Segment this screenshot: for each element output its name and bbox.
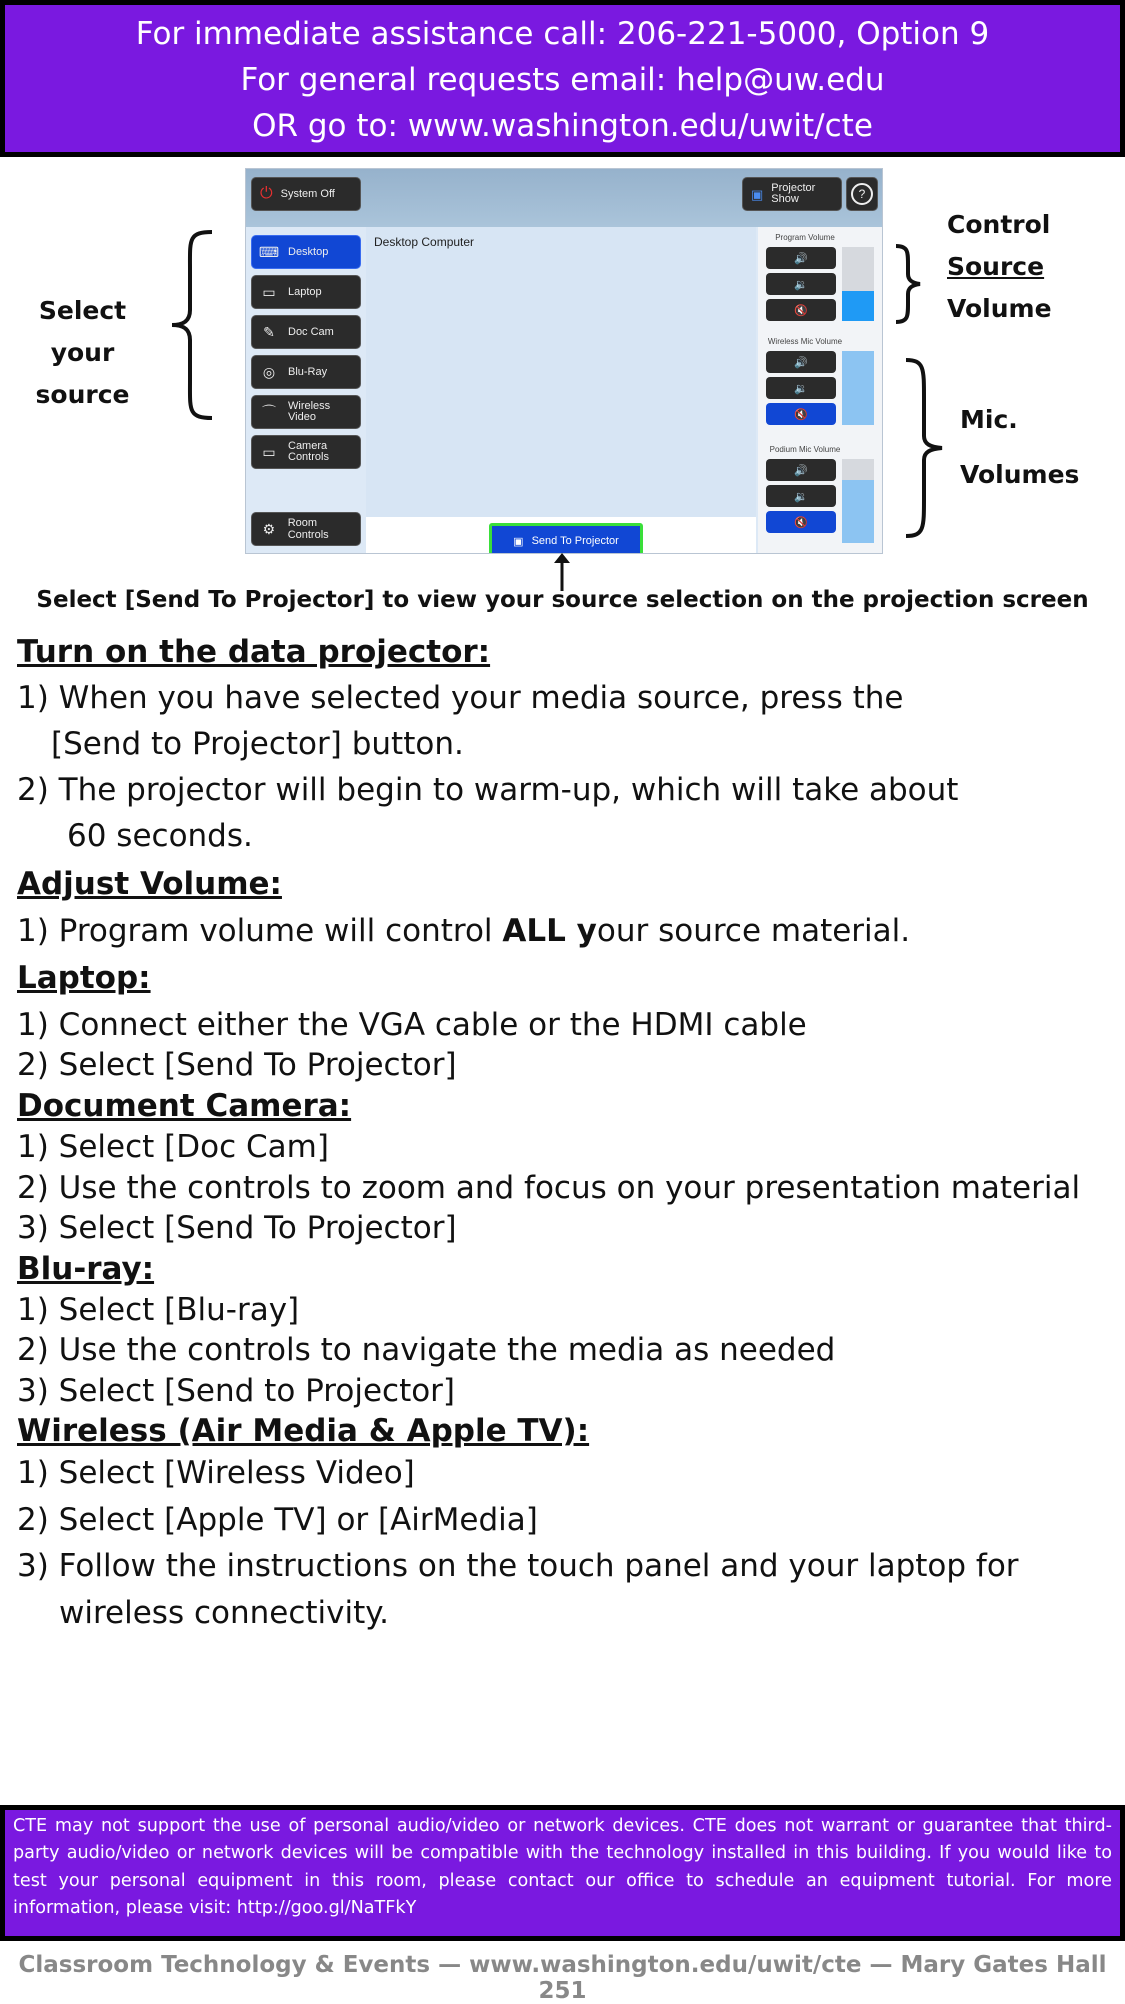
camera-icon: ▭: [262, 443, 276, 460]
gear-icon: ⚙: [262, 520, 276, 537]
mic-line: Mic.: [960, 405, 1018, 434]
doccam-step3: 3) Select [Send To Projector]: [17, 1210, 457, 1246]
touch-panel-screenshot: [245, 168, 883, 554]
volume-step1: [17, 913, 910, 949]
diagram-caption: Select [Send To Projector] to view your source selection on the projection screen: [36, 587, 1089, 613]
projector-step1-cont: [Send to Projector] button.: [51, 726, 464, 762]
source-button-desktop[interactable]: [251, 235, 361, 269]
doccam-heading: Document Camera:: [17, 1088, 352, 1124]
power-icon: ⏻: [260, 185, 273, 202]
select-source-line2: source: [35, 380, 130, 409]
source-label: Blu-Ray: [288, 365, 328, 378]
source-label: Desktop: [288, 245, 329, 258]
bluray-step1: 1) Select [Blu-ray]: [17, 1292, 300, 1328]
banner-website: OR go to: www.washington.edu/uwit/cte: [252, 108, 873, 144]
control-brace: [892, 244, 926, 324]
source-brace: [168, 230, 218, 420]
system-off-button[interactable]: [251, 177, 361, 211]
podium-mic-up-button[interactable]: [766, 459, 836, 481]
source-button-camera-controls[interactable]: [251, 435, 361, 469]
projector-icon: ▣: [513, 535, 524, 548]
projector-icon: ▣: [751, 186, 764, 202]
volume-down-icon: 🔉: [794, 278, 808, 291]
disclaimer-text: CTE may not support the use of personal audio/video or network devices. CTE does not warrant or guarantee that third-party audio/video or network devices will be compatible with the technology installed in this building. If you would like to test your personal equipment in this room, please contact our office to schedule an equipment tutorial. For more information, please visit: http://goo.gl/NaTFkY: [13, 1816, 1112, 1919]
wireless-heading: Wireless (Air Media & Apple TV):: [17, 1413, 590, 1449]
volume-heading: Adjust Volume:: [17, 866, 282, 902]
laptop-icon: ▭: [262, 283, 276, 300]
send-to-projector-button[interactable]: [489, 523, 643, 554]
volume-step1-text-end: our source material.: [596, 913, 911, 949]
control-source-volume-annotation: [947, 204, 1052, 330]
volume-up-icon: 🔊: [794, 356, 808, 369]
doccam-step1: 1) Select [Doc Cam]: [17, 1129, 329, 1165]
send-to-projector-label: Send To Projector: [531, 535, 619, 547]
projector-step2-cont: 60 seconds.: [67, 818, 253, 854]
select-source-line1: Select your: [38, 296, 127, 367]
volumes-line: Volumes: [960, 460, 1080, 489]
wireless-step1: 1) Select [Wireless Video]: [17, 1455, 415, 1491]
volume-step1-bold: ALL y: [502, 913, 597, 949]
footer: Classroom Technology & Events — www.washington.edu/uwit/cte — Mary Gates Hall 251: [18, 1952, 1107, 2004]
program-volume-slider[interactable]: [842, 247, 874, 321]
banner-email: For general requests email: help@uw.edu: [240, 62, 885, 98]
volume-column: [758, 227, 882, 553]
banner-phone: For immediate assistance call: 206-221-5000, Option 9: [135, 16, 990, 52]
volume-down-icon: 🔉: [794, 382, 808, 395]
program-volume-fill: [842, 291, 874, 321]
source-label: Doc Cam: [288, 325, 334, 338]
source-button-doc-cam[interactable]: [251, 315, 361, 349]
bluray-step2: 2) Use the controls to navigate the media as needed: [17, 1332, 836, 1368]
source-button-blu-ray[interactable]: [251, 355, 361, 389]
program-mute-button[interactable]: [766, 299, 836, 321]
control-line: Control: [947, 210, 1051, 239]
projector-show-label: Projector Show: [771, 182, 816, 205]
projector-heading: Turn on the data projector:: [17, 634, 491, 670]
room-controls-button[interactable]: [251, 512, 361, 546]
volume-line: Volume: [947, 294, 1052, 323]
doccam-step2: 2) Use the controls to zoom and focus on your presentation material: [17, 1170, 1081, 1206]
mute-icon: 🔇: [794, 516, 808, 529]
projector-step2: 2) The projector will begin to warm-up, which will take about: [17, 772, 959, 808]
disc-icon: ◎: [262, 363, 276, 380]
disclaimer-box: [0, 1805, 1125, 1941]
wireless-mic-mute-button[interactable]: [766, 403, 836, 425]
laptop-step2: 2) Select [Send To Projector]: [17, 1047, 457, 1083]
wireless-mic-down-button[interactable]: [766, 377, 836, 399]
source-button-wireless-video[interactable]: [251, 395, 361, 429]
content-title: Desktop Computer: [374, 235, 475, 249]
projector-show-button[interactable]: [742, 177, 842, 211]
wireless-mic-volume-slider[interactable]: [842, 351, 874, 425]
source-button-laptop[interactable]: [251, 275, 361, 309]
bluray-heading: Blu-ray:: [17, 1251, 155, 1287]
contact-banner: [0, 0, 1125, 157]
volume-step1-text: 1) Program volume will control: [17, 913, 503, 949]
projector-step1: 1) When you have selected your media source, press the: [17, 680, 904, 716]
podium-mic-volume-fill: [842, 480, 874, 543]
source-line: Source: [947, 252, 1045, 281]
wireless-mic-up-button[interactable]: [766, 351, 836, 373]
volume-down-icon: 🔉: [794, 490, 808, 503]
podium-mic-down-button[interactable]: [766, 485, 836, 507]
pen-icon: ✎: [263, 323, 275, 340]
program-volume-down-button[interactable]: [766, 273, 836, 295]
podium-mic-volume-label: Podium Mic Volume: [769, 445, 841, 454]
mic-volumes-annotation: [960, 392, 1079, 502]
help-icon: ?: [851, 183, 873, 205]
podium-mic-mute-button[interactable]: [766, 511, 836, 533]
program-volume-up-button[interactable]: [766, 247, 836, 269]
laptop-heading: Laptop:: [17, 960, 151, 996]
wireless-step3: 3) Follow the instructions on the touch panel and your laptop for: [17, 1548, 1019, 1584]
source-label: Camera Controls: [288, 440, 329, 463]
keyboard-icon: ⌨: [258, 243, 280, 260]
wireless-mic-volume-fill: [842, 351, 874, 425]
wireless-icon: ⌒: [262, 404, 276, 420]
bluray-step3: 3) Select [Send to Projector]: [17, 1373, 456, 1409]
wireless-step2: 2) Select [Apple TV] or [AirMedia]: [17, 1502, 538, 1538]
mic-brace: [902, 358, 948, 538]
mute-icon: 🔇: [794, 304, 808, 317]
help-button[interactable]: [846, 177, 878, 211]
wireless-mic-volume-label: Wireless Mic Volume: [767, 337, 843, 346]
system-off-label: System Off: [280, 188, 335, 200]
select-source-annotation: [5, 290, 160, 416]
content-area: [366, 227, 756, 517]
source-label: Laptop: [288, 285, 322, 298]
volume-up-icon: 🔊: [794, 252, 808, 265]
mute-icon: 🔇: [794, 408, 808, 421]
laptop-step1: 1) Connect either the VGA cable or the HDMI cable: [17, 1007, 807, 1043]
volume-up-icon: 🔊: [794, 464, 808, 477]
source-label: Wireless Video: [288, 400, 331, 423]
touch-panel-diagram: [0, 160, 1125, 630]
podium-mic-volume-slider[interactable]: [842, 459, 874, 543]
room-controls-label: Room Controls: [287, 517, 329, 541]
wireless-step3-cont: wireless connectivity.: [59, 1595, 390, 1631]
program-volume-label: Program Volume: [775, 233, 835, 242]
